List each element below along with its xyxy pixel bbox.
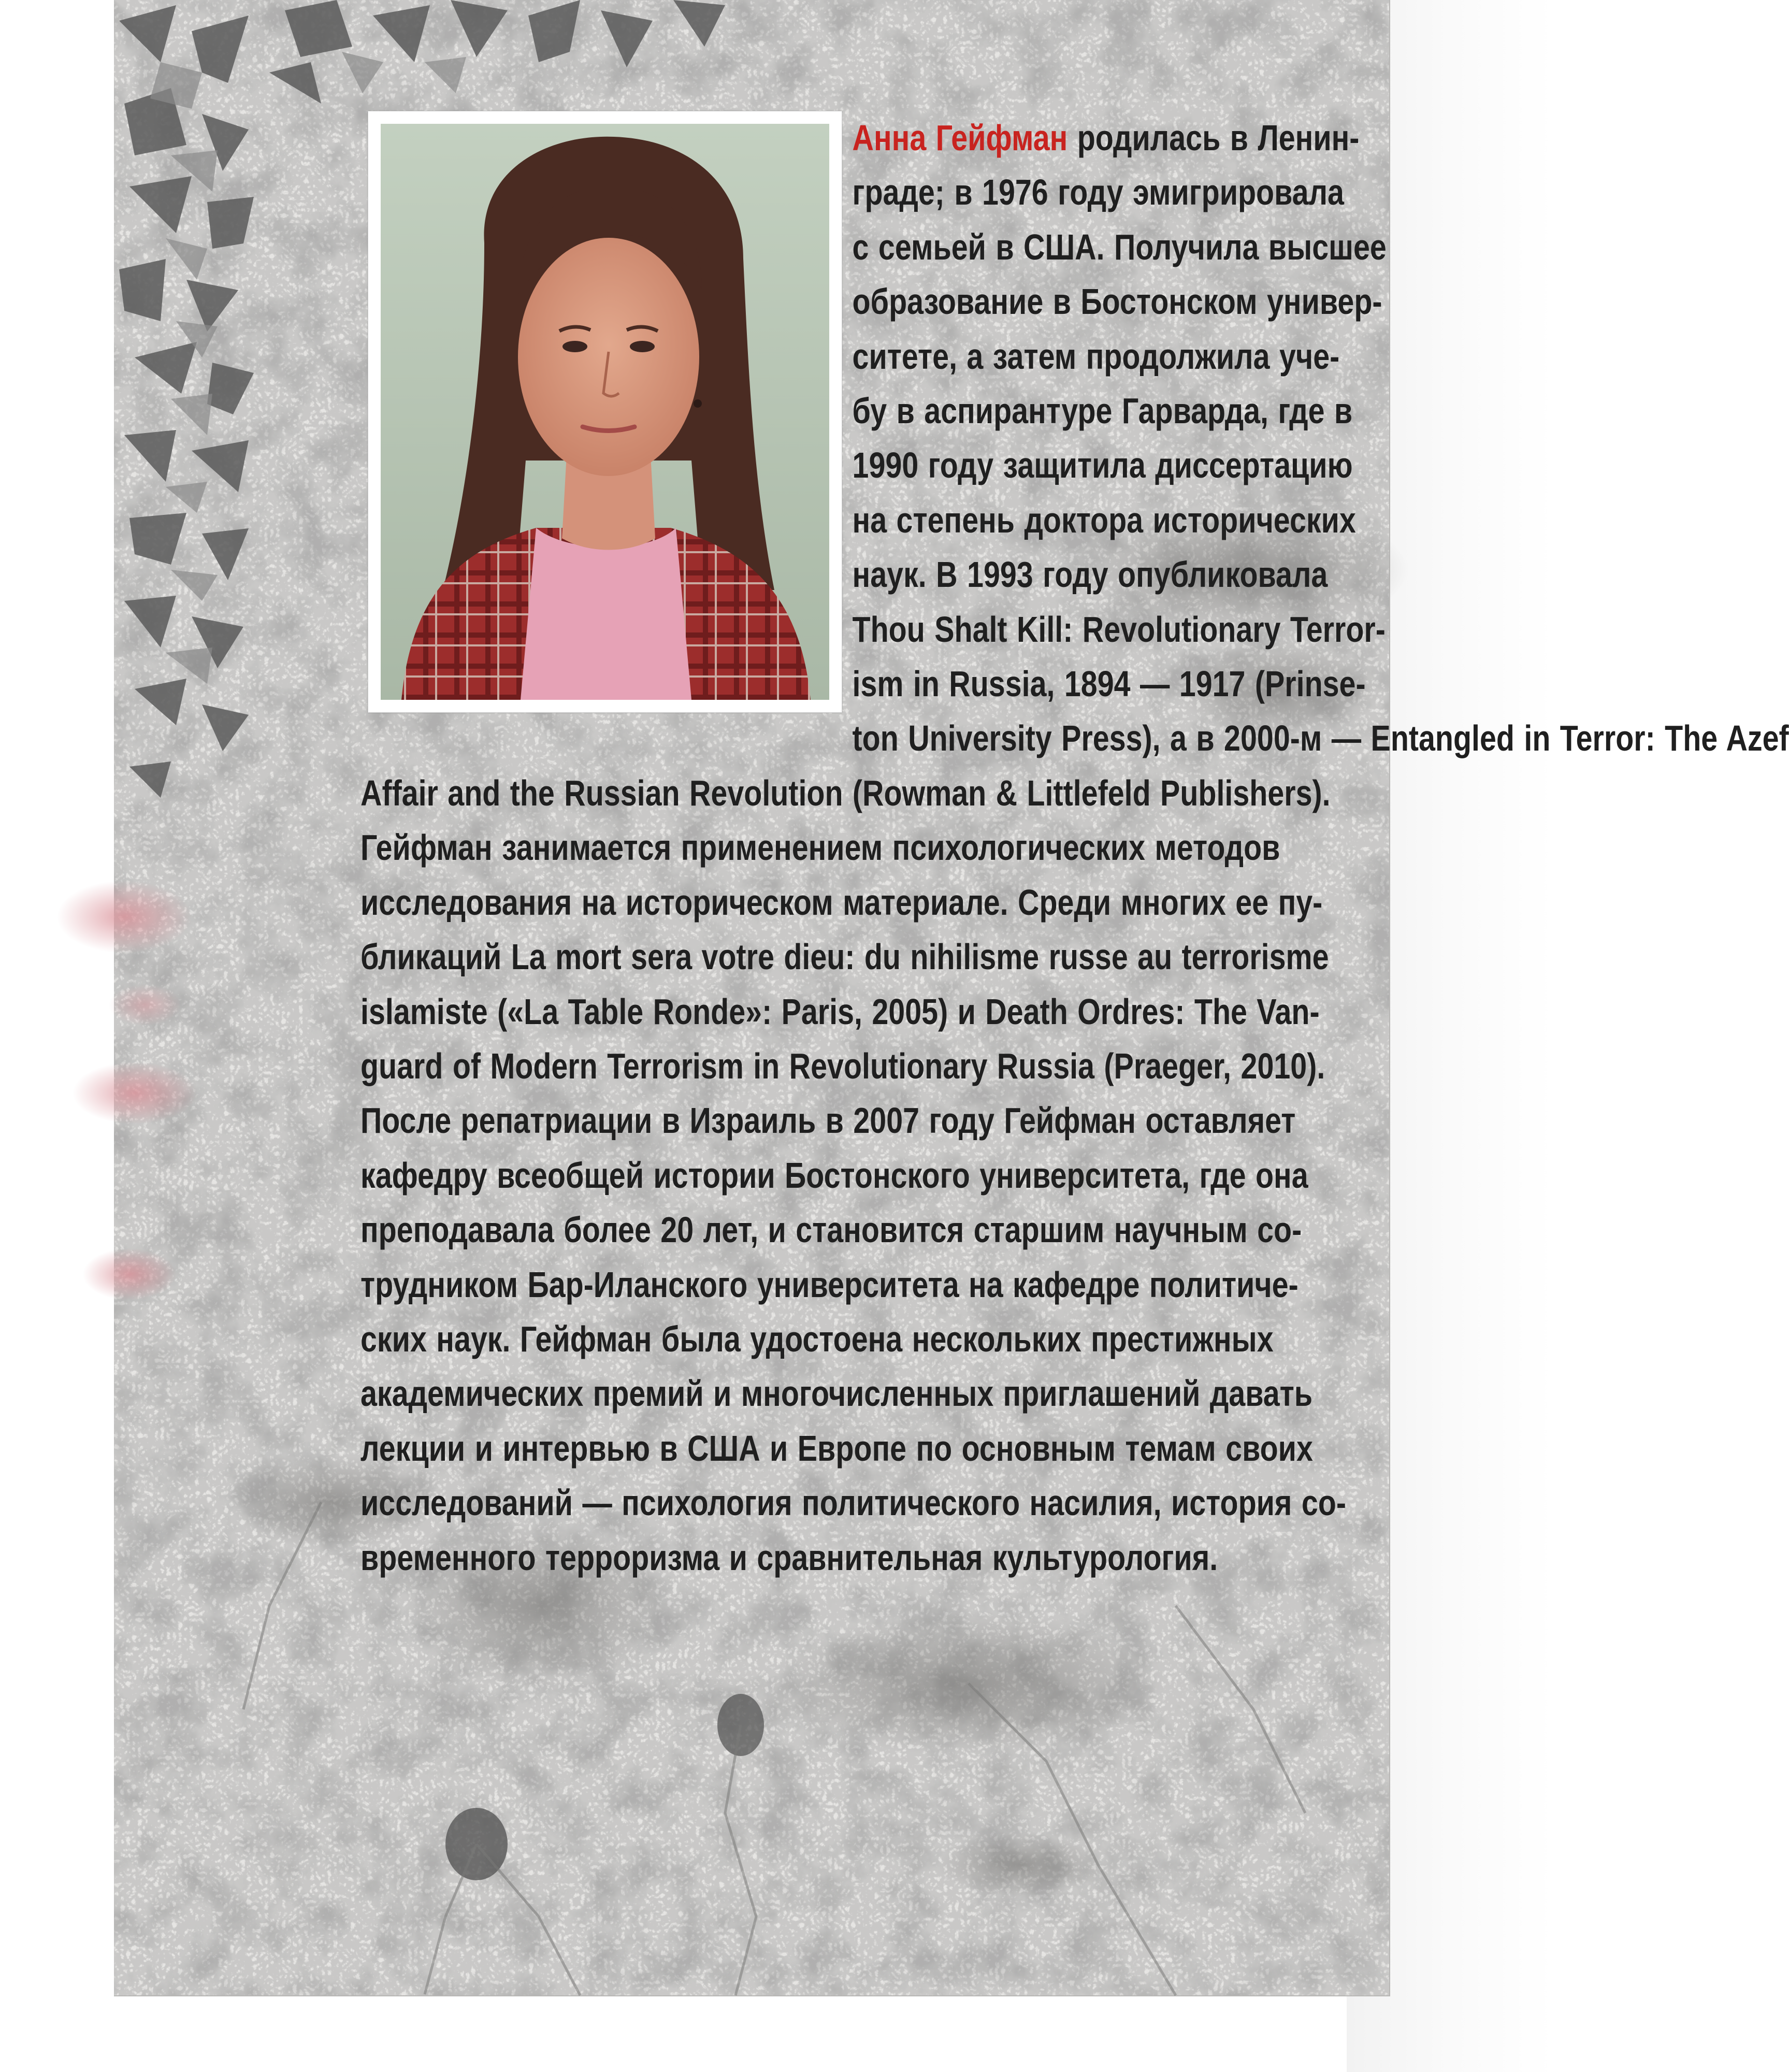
bio-line: Анна Гейфман родилась в Ленин- bbox=[852, 118, 1360, 158]
author-bio bbox=[360, 111, 1789, 1585]
bio-line: наук. В 1993 году опубликовала bbox=[852, 554, 1328, 595]
bio-line: бу в аспирантуре Гарварда, где в bbox=[852, 391, 1353, 431]
bio-line: лекции и интервью в США и Европе по основным темам своих bbox=[360, 1428, 1313, 1469]
bio-line: кафедру всеобщей истории Бостонского университета, где она bbox=[360, 1155, 1308, 1196]
photo-text-wrap-spacer bbox=[360, 111, 853, 722]
bio-line: ton University Press), а в 2000-м — Entangled in Terror: The Azef bbox=[852, 718, 1789, 759]
bio-line: преподавала более 20 лет, и становится старшим научным со- bbox=[360, 1210, 1302, 1250]
bio-line: 1990 году защитила диссертацию bbox=[852, 445, 1353, 486]
bio-line: академических премий и многочисленных приглашений давать bbox=[360, 1373, 1313, 1414]
bio-line: Гейфман занимается применением психологических методов bbox=[360, 827, 1280, 868]
bio-line: образование в Бостонском универ- bbox=[852, 281, 1382, 322]
bio-line: Thou Shalt Kill: Revolutionary Terror- bbox=[852, 609, 1386, 650]
bio-line: guard of Modern Terrorism in Revolutionary Russia (Praeger, 2010). bbox=[360, 1045, 1325, 1086]
bio-line: граде; в 1976 году эмигрировала bbox=[852, 172, 1344, 213]
bio-line: исследования на историческом материале. Среди многих ее пу- bbox=[360, 882, 1323, 923]
bio-line: ситете, а затем продолжила уче- bbox=[852, 336, 1340, 377]
bio-line: исследований — психология политического насилия, история со- bbox=[360, 1483, 1346, 1523]
bio-line: Affair and the Russian Revolution (Rowman & Littlefeld Publishers). bbox=[360, 772, 1331, 813]
bio-line: временного терроризма и сравнительная культурология. bbox=[360, 1537, 1218, 1578]
bio-line: с семьей в США. Получила высшее bbox=[852, 226, 1387, 267]
author-name: Анна Гейфман bbox=[852, 118, 1068, 158]
bio-line: ism in Russia, 1894 — 1917 (Prinse- bbox=[852, 664, 1366, 704]
bio-line: ских наук. Гейфман была удостоена нескольких престижных bbox=[360, 1318, 1274, 1359]
back-cover bbox=[114, 0, 1789, 1996]
bio-line: После репатриации в Израиль в 2007 году Гейфман оставляет bbox=[360, 1100, 1296, 1141]
bio-line: бликаций La mort sera votre dieu: du nihilisme russe au terrorisme bbox=[360, 937, 1329, 977]
bio-line: на степень доктора исторических bbox=[852, 499, 1356, 540]
bio-line: islamiste («La Table Ronde»: Paris, 2005) и Death Ordres: The Van- bbox=[360, 991, 1320, 1032]
bio-line: трудником Бар-Иланского университета на кафедре политиче- bbox=[360, 1264, 1299, 1305]
